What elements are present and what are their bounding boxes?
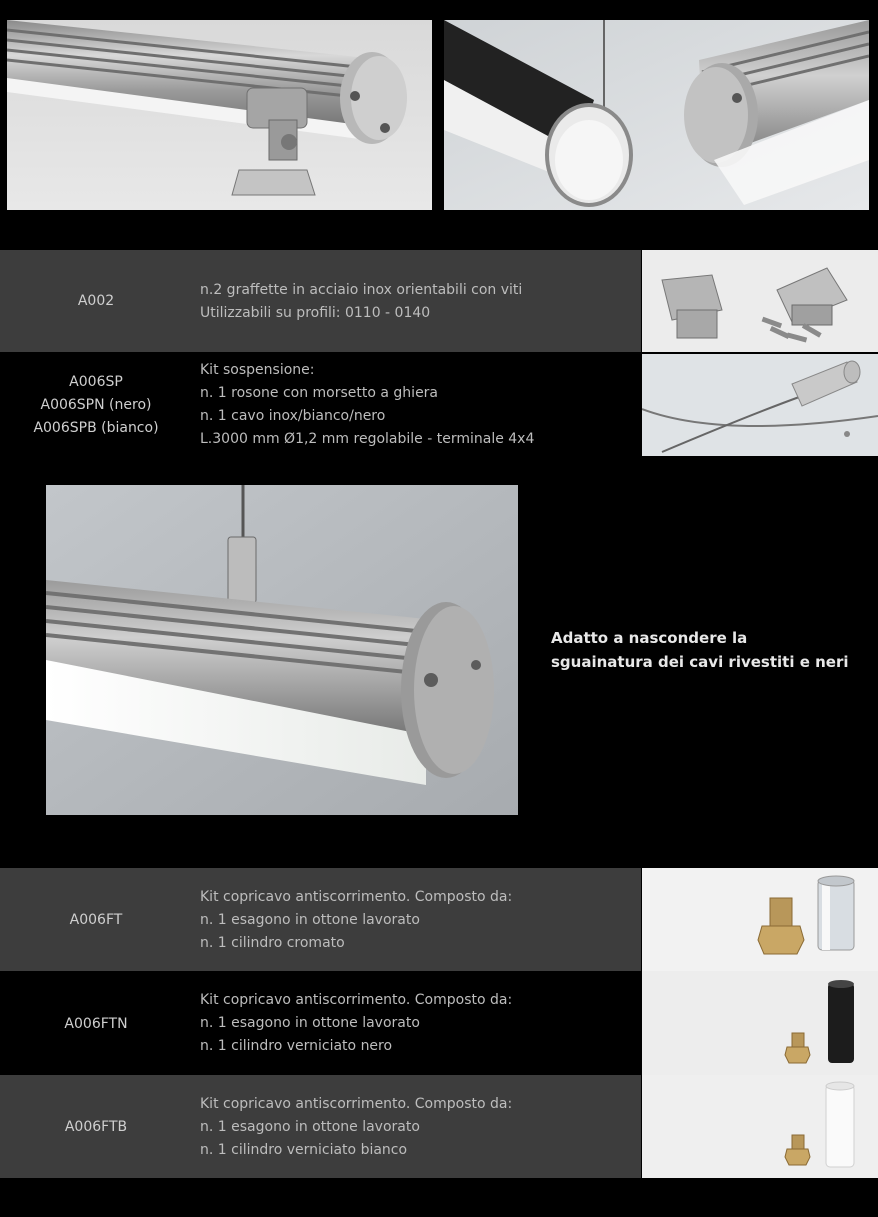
desc-line: n. 1 esagono in ottone lavorato — [200, 1119, 420, 1135]
code-line: A006SPN (nero) — [40, 397, 152, 413]
desc-line: n. 1 esagono in ottone lavorato — [200, 912, 420, 928]
product-code — [0, 290, 192, 313]
suspended-profile-photo — [46, 485, 518, 815]
black-cylinder-kit-photo — [642, 971, 878, 1075]
product-description — [200, 359, 534, 451]
desc-line: Utilizzabili su profili: 0110 - 0140 — [200, 305, 431, 321]
code-line: A006FTB — [64, 1119, 128, 1135]
desc-line: Kit copricavo antiscorrimento. Composto da: — [200, 889, 513, 905]
desc-line: n.2 graffette in acciaio inox orientabili con viti — [200, 282, 523, 298]
table-row — [0, 868, 641, 971]
desc-line: n. 1 cilindro verniciato bianco — [200, 1142, 408, 1158]
desc-line: n. 1 cilindro cromato — [200, 935, 345, 951]
code-line: A002 — [77, 293, 115, 309]
desc-line: n. 1 cilindro verniciato nero — [200, 1038, 393, 1054]
desc-line: Kit copricavo antiscorrimento. Composto da: — [200, 1096, 513, 1112]
profile-endcap-photo — [444, 20, 869, 210]
product-code — [0, 909, 192, 932]
desc-line: Kit sospensione: — [200, 362, 315, 378]
table-row — [0, 971, 641, 1075]
desc-line: n. 1 rosone con morsetto a ghiera — [200, 385, 439, 401]
desc-line: L.3000 mm Ø1,2 mm regolabile - terminale 4x4 — [200, 431, 535, 447]
profile-bracket-photo — [7, 20, 432, 210]
product-code — [0, 1013, 192, 1036]
desc-line: n. 1 cavo inox/bianco/nero — [200, 408, 386, 424]
desc-line: n. 1 esagono in ottone lavorato — [200, 1015, 420, 1031]
note-line: Adatto a nascondere la — [551, 629, 748, 647]
product-code — [0, 1116, 192, 1139]
clips-photo — [642, 250, 878, 352]
product-code — [0, 371, 192, 440]
code-line: A006SP — [69, 374, 123, 390]
chrome-cylinder-kit-photo — [642, 868, 878, 971]
table-row — [0, 250, 641, 352]
suspension-kit-photo — [642, 354, 878, 456]
code-line: A006FTN — [64, 1016, 128, 1032]
product-description — [200, 279, 522, 325]
note-line: sguainatura dei cavi rivestiti e neri — [551, 653, 849, 671]
table-row — [0, 1075, 641, 1178]
table-row — [0, 352, 641, 458]
code-line: A006FT — [69, 912, 123, 928]
product-description — [200, 886, 512, 955]
desc-line: Kit copricavo antiscorrimento. Composto da: — [200, 992, 513, 1008]
side-note — [551, 626, 848, 674]
product-description — [200, 989, 512, 1058]
product-description — [200, 1093, 512, 1162]
code-line: A006SPB (bianco) — [33, 420, 159, 436]
white-cylinder-kit-photo — [642, 1075, 878, 1178]
